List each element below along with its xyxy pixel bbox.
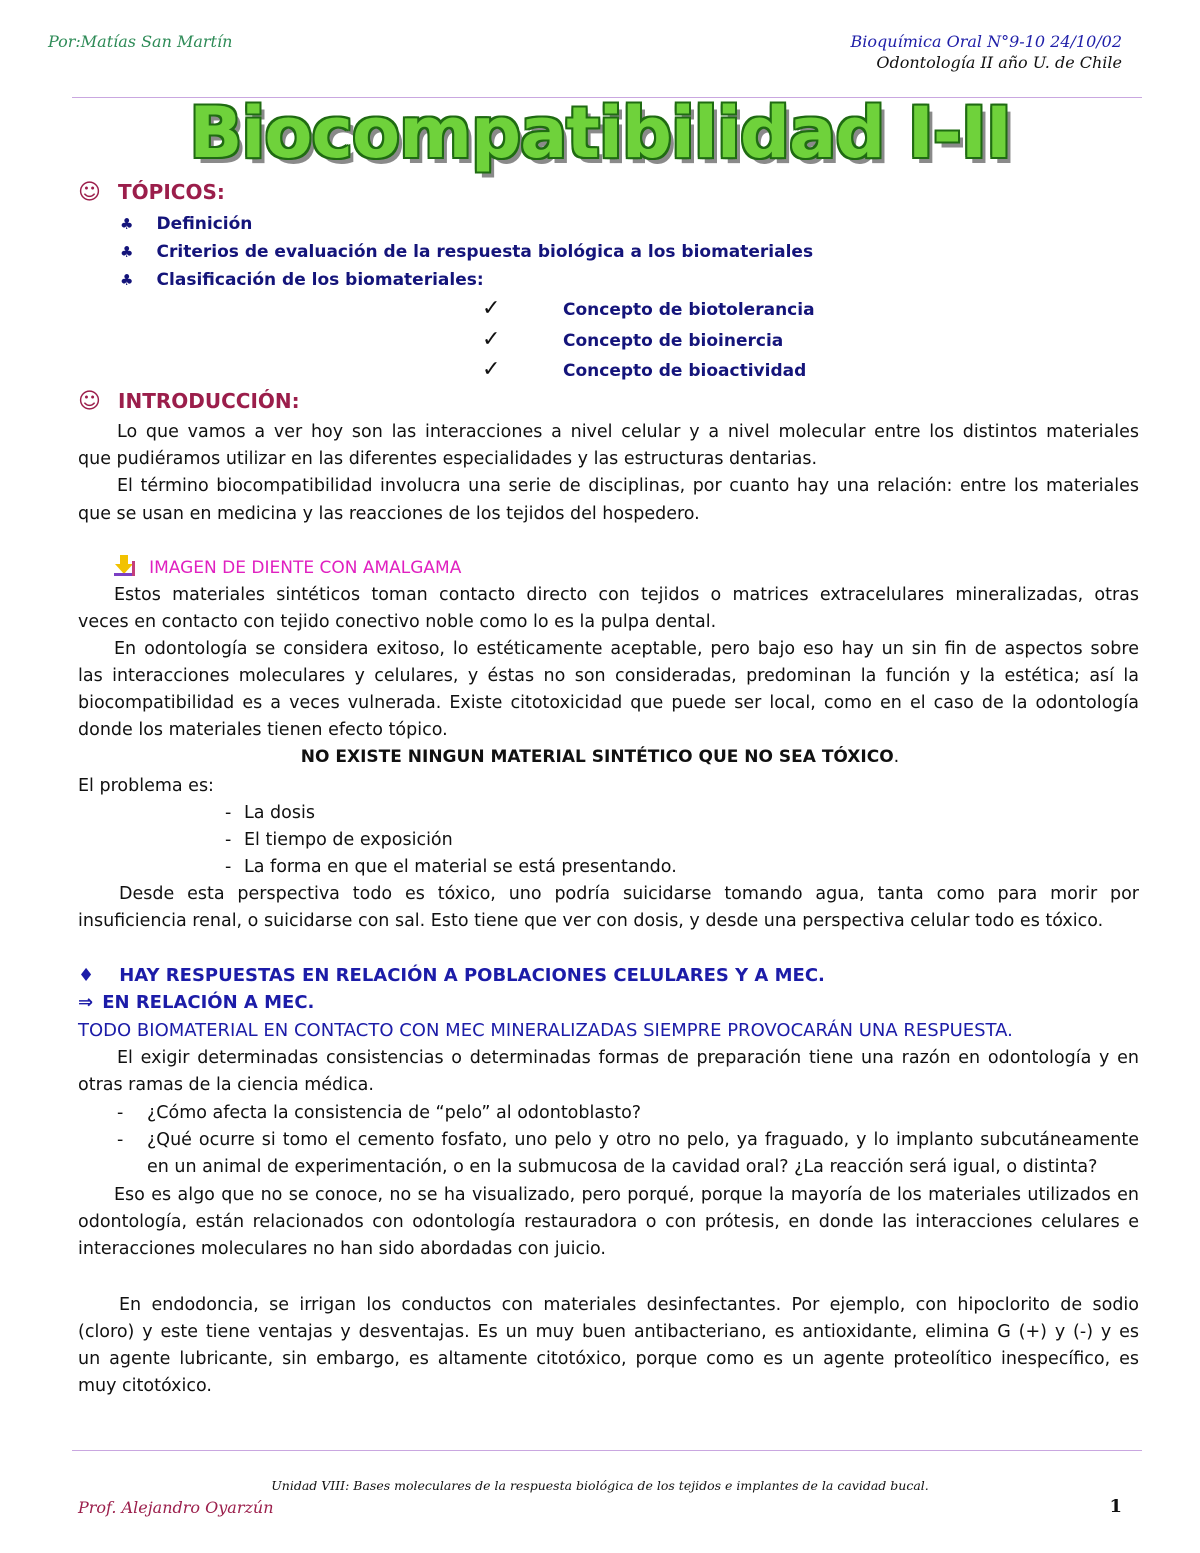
question-line: ¿Qué ocurre si tomo el cemento fosfato, uno pelo y otro no pelo, ya fraguado, y lo implanto subcutáneamente (147, 1130, 1139, 1150)
header-course: Bioquímica Oral N°9-10 24/10/02 (850, 32, 1122, 51)
paragraph-line: insuficiencia renal, o suicidarse con sal. Esto tiene que ver con dosis, y desde una perspectiva celular todo es tóxico. (78, 911, 1104, 931)
warning-text: NO EXISTE NINGUN MATERIAL SINTÉTICO QUE NO SEA TÓXICO (300, 747, 894, 767)
responses-heading: HAY RESPUESTAS EN RELACIÓN A POBLACIONES CELULARES Y A MEC. (119, 965, 825, 986)
footer-unit: Unidad VIII: Bases moleculares de la respuesta biológica de los tejidos e implantes de la cavidad bucal. (271, 1478, 929, 1493)
list-item (120, 270, 484, 290)
list-item (482, 327, 500, 352)
question-line: en un animal de experimentación, o en la submucosa de la cavidad oral? ¿La reacción será igual, o distinta? (147, 1157, 1098, 1177)
topics-heading: TÓPICOS (118, 180, 217, 204)
paragraph-line: que se usan en medicina y las reacciones de los tejidos del hospedero. (78, 504, 700, 524)
smiley-icon: ☺ (78, 180, 101, 205)
page-title: Biocompatibilidad I-II (189, 92, 1011, 174)
paragraph-line: Desde esta perspectiva todo es tóxico, uno podría suicidarse tomando agua, tanta como para morir por (119, 884, 1139, 904)
paragraph-line: Estos materiales sintéticos toman contacto directo con tejidos o matrices extracelulares mineralizadas, otras (114, 585, 1139, 605)
page-number: 1 (1109, 1496, 1122, 1517)
right-arrow-icon: ⇒ (78, 992, 94, 1013)
warning-row (0, 747, 1200, 767)
topic-label: Clasificación de los biomateriales: (156, 270, 484, 290)
problem-item: La dosis (244, 803, 315, 823)
paragraph-line: un agente lubricante, sin embargo, es altamente citotóxico, porque como es un agente proteolítico inespecífico, es (78, 1349, 1139, 1369)
dash-bullet: - (225, 830, 232, 850)
paragraph-line: veces en contacto con tejido conectivo noble como lo es la pulpa dental. (78, 612, 717, 632)
subtopic-label: Concepto de bioinercia (563, 331, 784, 351)
responses-statement: TODO BIOMATERIAL EN CONTACTO CON MEC MINERALIZADAS SIEMPRE PROVOCARÁN UNA RESPUESTA. (78, 1020, 1013, 1041)
paragraph-line: El término biocompatibilidad involucra una serie de disciplinas, por cuanto hay una relación: entre los materiales (117, 476, 1139, 496)
paragraph-line: que pudiéramos utilizar en las diferentes especialidades y las estructuras dentarias. (78, 449, 818, 469)
problem-item: La forma en que el material se está presentando. (244, 857, 677, 877)
header-school: Odontología II año U. de Chile (876, 53, 1122, 72)
list-item (482, 296, 500, 321)
responses-subheading: EN RELACIÓN A MEC. (102, 992, 315, 1013)
club-bullet-icon: ♣ (120, 271, 134, 289)
paragraph-line: Lo que vamos a ver hoy son las interacciones a nivel celular y a nivel molecular entre los distintos materiales (117, 422, 1139, 442)
footer-professor: Prof. Alejandro Oyarzún (78, 1498, 274, 1517)
paragraph-line: (cloro) y este tiene ventajas y desventajas. Es un muy buen antibacteriano, es antioxidante, elimina G (+) y (-) y es (78, 1322, 1139, 1342)
club-bullet-icon: ♣ (120, 215, 134, 233)
list-item (120, 214, 252, 234)
diamond-bullet-icon: ♦ (78, 965, 95, 986)
subtopic-label: Concepto de bioactividad (563, 361, 807, 381)
down-arrow-icon (112, 553, 136, 577)
paragraph-line: las interacciones moleculares y celulares, y éstas no son consideradas, predominan la función y la estética; así la (78, 666, 1139, 686)
footer-divider (72, 1450, 1142, 1451)
topic-label: Definición (156, 214, 253, 234)
paragraph-line: biocompatibilidad es a veces vulnerada. Existe citotoxicidad que puede ser local, como en el caso de la odontología (78, 693, 1139, 713)
paragraph-line: El exigir determinadas consistencias o determinadas formas de preparación tiene una razón en odontología y en (117, 1048, 1139, 1068)
question-line: ¿Cómo afecta la consistencia de “pelo” al odontoblasto? (147, 1103, 642, 1123)
paragraph-line: muy citotóxico. (78, 1376, 212, 1396)
paragraph-line: En endodoncia, se irrigan los conductos con materiales desinfectantes. Por ejemplo, con hipoclorito de sodio (119, 1295, 1139, 1315)
intro-heading: INTRODUCCIÓN (118, 389, 292, 413)
problem-intro: El problema es: (78, 776, 214, 796)
header-author: Por:Matías San Martín (48, 32, 233, 51)
topics-heading-row (78, 180, 225, 205)
subtopic-label: Concepto de biotolerancia (563, 300, 815, 320)
checkmark-icon: ✓ (482, 327, 501, 352)
responses-heading-row (78, 965, 825, 986)
intro-heading-row (78, 389, 300, 414)
smiley-icon: ☺ (78, 389, 101, 414)
responses-subheading-row (78, 992, 314, 1013)
paragraph-line: interacciones moleculares no han sido abordadas con juicio. (78, 1239, 606, 1259)
checkmark-icon: ✓ (482, 357, 501, 382)
dash-bullet: - (117, 1130, 124, 1150)
topics-colon: : (216, 180, 225, 204)
paragraph-line: En odontología se considera exitoso, lo estéticamente aceptable, pero bajo eso hay un sin fin de aspectos sobre (114, 639, 1139, 659)
warning-period: . (893, 747, 900, 767)
dash-bullet: - (225, 857, 232, 877)
paragraph-line: donde los materiales tienen efecto tópico. (78, 720, 448, 740)
image-label-row (112, 553, 461, 578)
list-item (482, 357, 500, 382)
dash-bullet: - (117, 1103, 124, 1123)
intro-colon: : (291, 389, 300, 413)
list-item (120, 242, 813, 262)
problem-item: El tiempo de exposición (244, 830, 453, 850)
paragraph-line: odontología, están relacionados con odontología restauradora o con prótesis, en donde las interacciones celulares e (78, 1212, 1139, 1232)
club-bullet-icon: ♣ (120, 243, 134, 261)
topic-label: Criterios de evaluación de la respuesta biológica a los biomateriales (156, 242, 814, 262)
dash-bullet: - (225, 803, 232, 823)
image-label: IMAGEN DE DIENTE CON AMALGAMA (149, 558, 462, 578)
paragraph-line: otras ramas de la ciencia médica. (78, 1075, 374, 1095)
paragraph-line: Eso es algo que no se conoce, no se ha visualizado, pero porqué, porque la mayoría de los materiales utilizados en (114, 1185, 1139, 1205)
checkmark-icon: ✓ (482, 296, 501, 321)
